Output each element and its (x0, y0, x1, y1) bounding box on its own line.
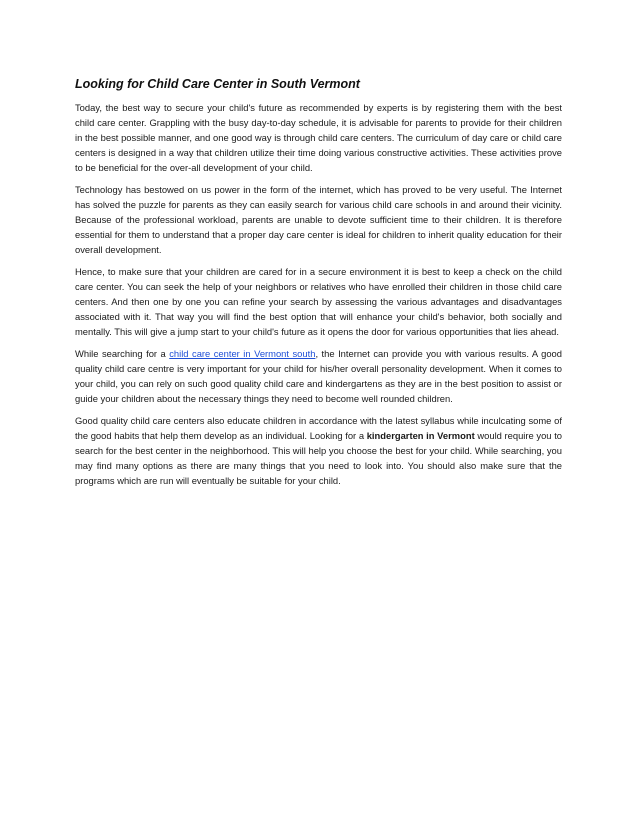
paragraph-2: Technology has bestowed on us power in the form of the internet, which has proved to be very useful. The Internet has solved the puzzle for parents as they can easily search for various child care schools in and around their vicinity. Because of the professional workload, parents are unable to devote sufficient time to their children. It is therefore essential for them to understand that a proper day care center is ideal for children to inherit quality education for their overall development. (75, 184, 562, 255)
paragraph-5-text-before: Good quality child care centers also educate children in accordance with the latest syllabus while inculcating some of the good habits that help them develop as an individual. Looking for a (75, 415, 562, 441)
child-care-vermont-link[interactable]: child care center in Vermont south (169, 348, 316, 359)
paragraph-1: Today, the best way to secure your child's future as recommended by experts is by registering them with the best child care center. Grappling with the busy day-to-day schedule, it is advisable for parents to provide for their children in the best possible manner, and one good way is through child care centers. The curriculum of day care or child care centers is designed in a way that children utilize their time doing various constructive activities. These activities prove to be beneficial for the over-all development of your child. (75, 102, 562, 173)
paragraph-4-text-after: , the Internet can provide you with various results. A good quality child care centre is very important for your child for his/her overall personality development. When it comes to your child, you can rely on such good quality child care and kindergartens as they are in the best position to assist or guide your children about the necessary things they need to become well rounded children. (75, 348, 562, 404)
document-body (75, 76, 562, 495)
paragraph-4-text-before: While searching for a (75, 348, 170, 359)
paragraph-5-text-after: would require you to search for the best center in the neighborhood. This will help you choose the best for your child. While searching, you may find many options as there are many things that you need to look into. You should also make sure that the programs which are run will eventually be suitable for your child. (75, 430, 563, 486)
paragraph-3: Hence, to make sure that your children are cared for in a secure environment it is best to keep a check on the child care center. You can seek the help of your neighbors or relatives who have enrolled their children in those child care centers. And then one by one you can refine your search by assessing the various advantages and disadvantages associated with it. That way you will find the best option that will enhance your child's behavior, both socially and mentally. This will give a jump start to your child's future as it opens the door for various opportunities that lies ahead. (75, 266, 562, 337)
kindergarten-keyword: kindergarten in Vermont (366, 430, 475, 441)
paragraph-4 (75, 346, 562, 406)
page-title: Looking for Child Care Center in South Vermont (75, 77, 360, 91)
paragraph-5 (75, 413, 562, 488)
